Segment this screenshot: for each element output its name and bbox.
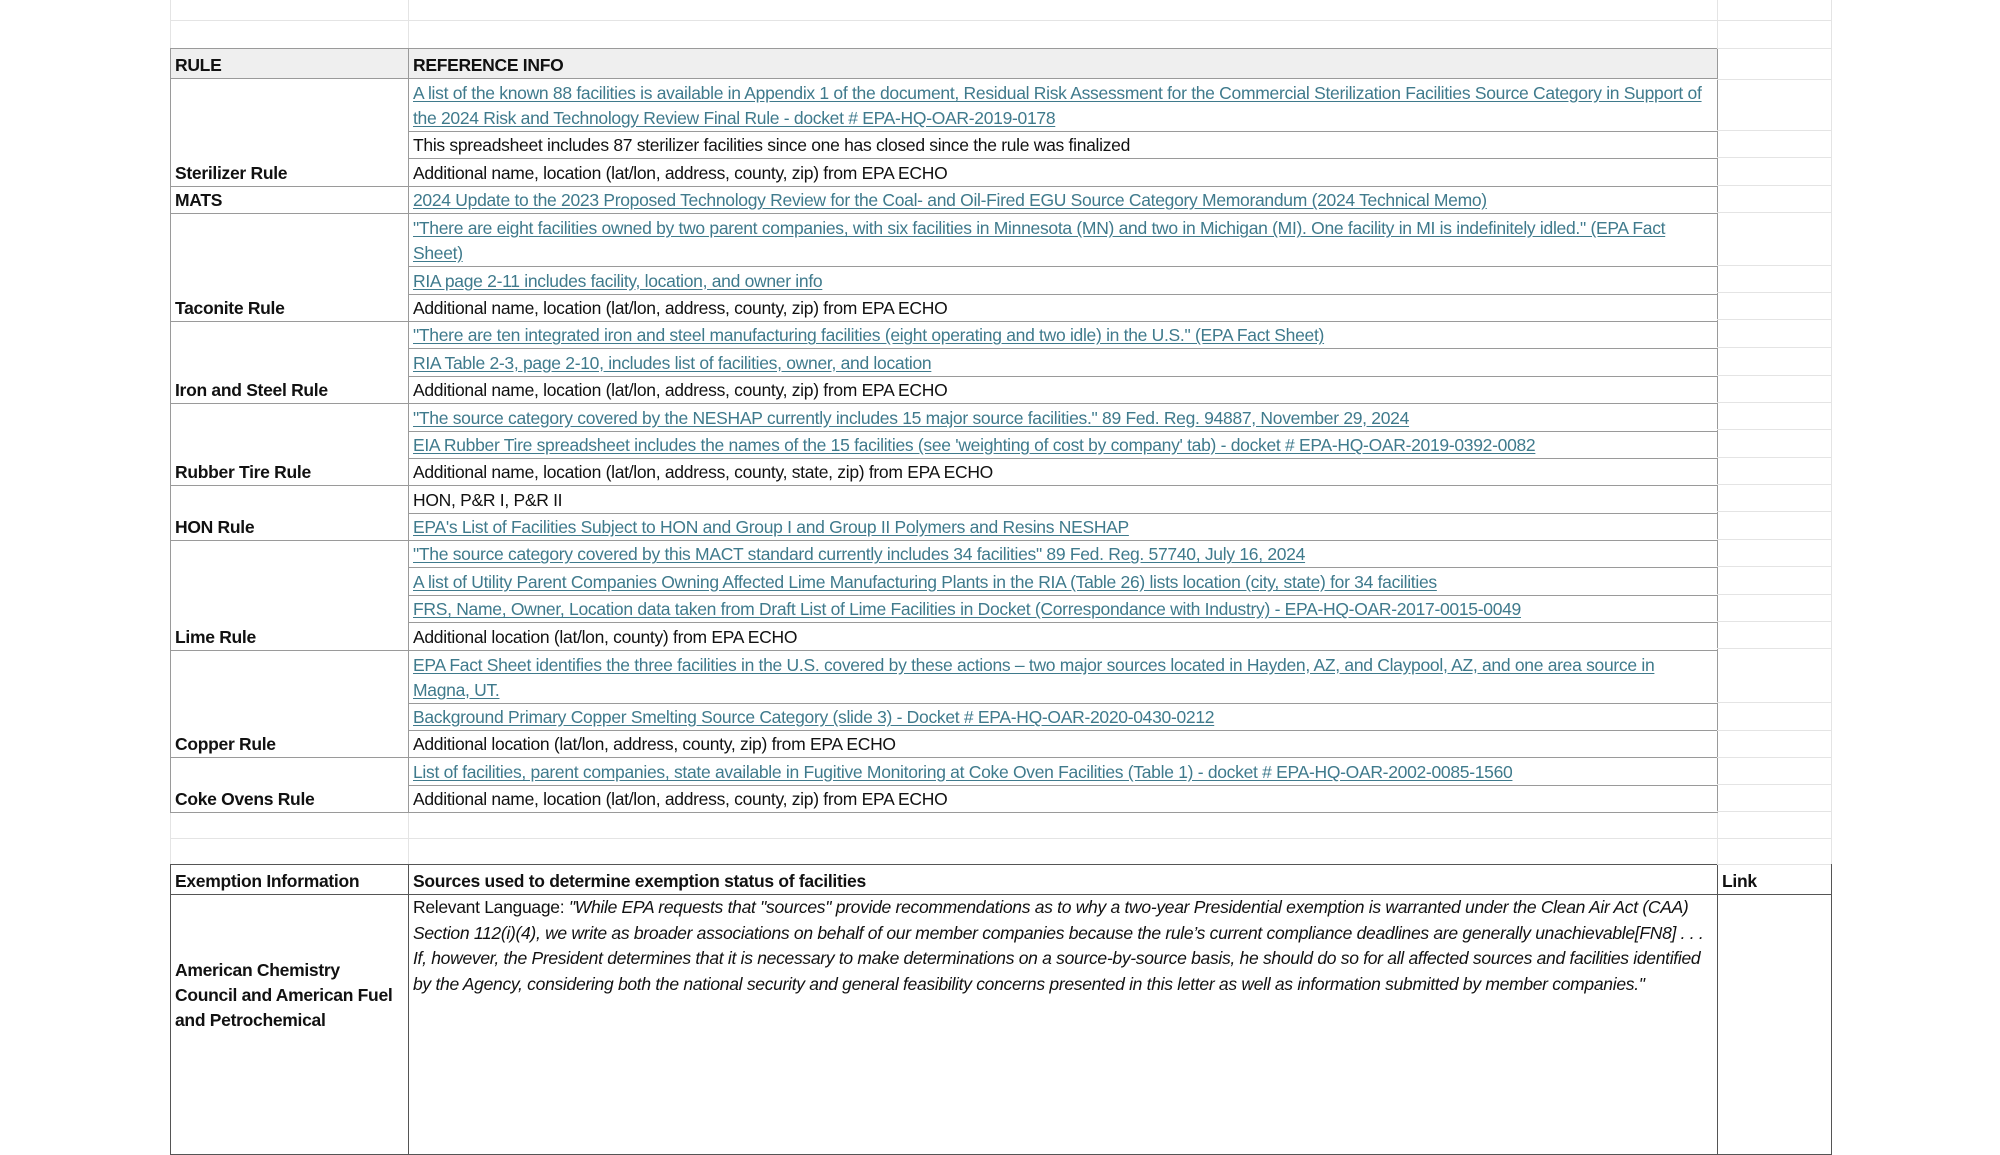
- reference-link[interactable]: Background Primary Copper Smelting Source Category (slide 3) - Docket # EPA-HQ-OAR-2020-0430-0212: [413, 707, 1215, 728]
- reference-link[interactable]: "There are ten integrated iron and steel manufacturing facilities (eight operating and two idle) in the U.S." (EPA Fact Sheet): [413, 325, 1325, 346]
- reference-link[interactable]: 2024 Update to the 2023 Proposed Technology Review for the Coal- and Oil-Fired EGU Source Category Memorandum (2024 Technical Memo): [413, 190, 1487, 211]
- reference-cell: [409, 294, 1718, 321]
- table-row: [171, 758, 1718, 785]
- gridline: [170, 20, 1831, 21]
- reference-text: This spreadsheet includes 87 sterilizer facilities since one has closed since the rule was finalized: [413, 135, 1131, 156]
- gridline: [1717, 157, 1831, 158]
- reference-link[interactable]: EPA's List of Facilities Subject to HON and Group I and Group II Polymers and Resins NESHAP: [413, 517, 1129, 538]
- relevant-language-quote: "While EPA requests that "sources" provide recommendations as to why a two-year Presidential exemption is warranted under the Clean Air Act (CAA) Section 112(i)(4), we write as broader associations on behalf of our member companies because the rule’s current compliance deadlines are generally unachievable[FN8] . . . If, however, the President determines that it is necessary to make determinations on a source-by-source basis, he should do so for all affected sources and facilities identified by the Agency, considering both the national security and general feasibility concerns presented in this letter as well as information submitted by member companies.": [413, 897, 1704, 994]
- gridline: [1717, 130, 1831, 131]
- reference-cell: [409, 132, 1718, 159]
- gridline: [1717, 185, 1831, 186]
- table-row: [171, 214, 1718, 267]
- reference-cell: [409, 186, 1718, 213]
- table-row: [171, 650, 1718, 703]
- reference-link[interactable]: FRS, Name, Owner, Location data taken from Draft List of Lime Facilities in Docket (Correspondance with Industry) - EPA-HQ-OAR-2017-0015-0049: [413, 599, 1521, 620]
- reference-cell: [409, 785, 1718, 812]
- gridline: [1717, 784, 1831, 785]
- gridline: [1717, 20, 1831, 21]
- reference-cell: [409, 703, 1718, 730]
- reference-cell: [409, 758, 1718, 785]
- gridline: [1717, 48, 1831, 49]
- gridline: [1717, 864, 1831, 865]
- gridline: [1717, 648, 1831, 649]
- rule-name: MATS: [171, 186, 409, 213]
- gridline: [170, 838, 1831, 839]
- rule-name: HON Rule: [171, 486, 409, 541]
- reference-link[interactable]: "The source category covered by this MACT standard currently includes 34 facilities" 89 Fed. Reg. 57740, July 16, 2024: [413, 544, 1306, 565]
- reference-text: Additional location (lat/lon, address, county, zip) from EPA ECHO: [413, 734, 896, 755]
- reference-link[interactable]: A list of Utility Parent Companies Owning Affected Lime Manufacturing Plants in the RIA (Table 26) lists location (city, state) for 34 facilities: [413, 571, 1437, 592]
- reference-link[interactable]: A list of the known 88 facilities is available in Appendix 1 of the document, Residual Risk Assessment for the Commercial Sterilization Facilities Source Category in Support of the 2024 Risk and Technology Review Final Rule - docket # EPA-HQ-OAR-2019-0178: [413, 83, 1702, 128]
- gridline: [1717, 566, 1831, 567]
- reference-link[interactable]: "There are eight facilities owned by two parent companies, with six facilities in Minnesota (MN) and two in Michigan (MI). One facility in MI is indefinitely idled." (EPA Fact Sheet): [413, 218, 1666, 264]
- table-row: [171, 486, 1718, 513]
- gridline: [1717, 838, 1831, 839]
- rule-name: Taconite Rule: [171, 214, 409, 322]
- reference-cell: [409, 650, 1718, 703]
- gridline: [408, 0, 409, 48]
- reference-link[interactable]: RIA Table 2-3, page 2-10, includes list of facilities, owner, and location: [413, 352, 932, 373]
- gridline: [1717, 702, 1831, 703]
- reference-cell: [409, 267, 1718, 294]
- rule-name: Copper Rule: [171, 650, 409, 758]
- table-row: [171, 541, 1718, 568]
- gridline: [1717, 457, 1831, 458]
- reference-link[interactable]: RIA page 2-11 includes facility, location, and owner info: [413, 270, 823, 291]
- reference-link[interactable]: "The source category covered by the NESHAP currently includes 15 major source facilities." 89 Fed. Reg. 94887, November 29, 2024: [413, 407, 1410, 428]
- table-row: [171, 895, 1832, 1155]
- table-row: [171, 321, 1718, 348]
- gridline: [1831, 0, 1832, 864]
- column-header-rule: RULE: [171, 49, 409, 79]
- reference-text: Additional name, location (lat/lon, address, county, zip) from EPA ECHO: [413, 789, 948, 810]
- table-row: [171, 79, 1718, 132]
- reference-cell: [409, 458, 1718, 485]
- gridline: [1717, 621, 1831, 622]
- rule-name: Lime Rule: [171, 541, 409, 651]
- reference-text: Additional name, location (lat/lon, address, county, state, zip) from EPA ECHO: [413, 462, 993, 483]
- column-header-reference: REFERENCE INFO: [409, 49, 1718, 79]
- reference-text: Additional name, location (lat/lon, address, county, zip) from EPA ECHO: [413, 297, 948, 318]
- exemption-org: [171, 895, 409, 1155]
- gridline: [1717, 292, 1831, 293]
- reference-cell: [409, 595, 1718, 622]
- org-name: American Chemistry Council and American Fuel and Petrochemical: [175, 960, 393, 1030]
- gridline: [1717, 375, 1831, 376]
- gridline: [1717, 319, 1831, 320]
- column-header-exemption-info: Exemption Information: [171, 865, 409, 895]
- table-row: [171, 404, 1718, 431]
- rule-name: Sterilizer Rule: [171, 79, 409, 187]
- gridline: [1717, 594, 1831, 595]
- exemption-source-cell: [409, 895, 1718, 1155]
- relevant-language-label: Relevant Language:: [413, 897, 569, 917]
- table-row: [171, 186, 1718, 213]
- column-header-sources: Sources used to determine exemption status of facilities: [409, 865, 1718, 895]
- gridline: [1717, 730, 1831, 731]
- reference-cell: [409, 214, 1718, 267]
- table-header-row: [171, 865, 1832, 895]
- reference-cell: [409, 349, 1718, 376]
- reference-cell: [409, 623, 1718, 650]
- rule-name: Coke Ovens Rule: [171, 758, 409, 813]
- reference-cell: [409, 159, 1718, 186]
- reference-cell: [409, 431, 1718, 458]
- reference-cell: [409, 321, 1718, 348]
- gridline: [1717, 511, 1831, 512]
- reference-text: HON, P&R I, P&R II: [413, 489, 563, 510]
- reference-cell: [409, 513, 1718, 540]
- gridline: [1717, 79, 1831, 80]
- reference-cell: [409, 404, 1718, 431]
- gridline: [1717, 539, 1831, 540]
- column-header-link: Link: [1718, 865, 1832, 895]
- gridline: [1717, 0, 1718, 1]
- reference-link[interactable]: EIA Rubber Tire spreadsheet includes the names of the 15 facilities (see 'weighting of cost by company' tab) - docket # EPA-HQ-OAR-2019-0392-0082: [413, 434, 1536, 455]
- reference-cell: [409, 79, 1718, 132]
- gridline: [1717, 484, 1831, 485]
- reference-text: Additional name, location (lat/lon, address, county, zip) from EPA ECHO: [413, 162, 948, 183]
- reference-link[interactable]: EPA Fact Sheet identifies the three facilities in the U.S. covered by these actions – two major sources located in Hayden, AZ, and Claypool, AZ, and one area source in Magna, UT.: [413, 654, 1655, 700]
- reference-cell: [409, 486, 1718, 513]
- reference-cell: [409, 568, 1718, 595]
- reference-link[interactable]: List of facilities, parent companies, state available in Fugitive Monitoring at Coke Oven Facilities (Table 1) - docket # EPA-HQ-OAR-2002-0085-1560: [413, 761, 1513, 782]
- reference-cell: [409, 376, 1718, 403]
- table-header-row: [171, 49, 1718, 79]
- reference-text: Additional location (lat/lon, county) from EPA ECHO: [413, 626, 798, 647]
- gridline: [1717, 757, 1831, 758]
- reference-cell: [409, 731, 1718, 758]
- rules-table: [170, 48, 1718, 813]
- exemption-table: [170, 864, 1832, 1155]
- gridline: [1717, 265, 1831, 266]
- gridline: [1717, 212, 1831, 213]
- rule-name: Rubber Tire Rule: [171, 404, 409, 486]
- gridline: [1717, 429, 1831, 430]
- reference-cell: [409, 541, 1718, 568]
- reference-text: Additional name, location (lat/lon, address, county, zip) from EPA ECHO: [413, 380, 948, 401]
- exemption-link-cell[interactable]: [1718, 895, 1832, 1155]
- gridline: [1717, 811, 1831, 812]
- gridline: [1717, 402, 1831, 403]
- gridline: [1717, 347, 1831, 348]
- rule-name: Iron and Steel Rule: [171, 321, 409, 403]
